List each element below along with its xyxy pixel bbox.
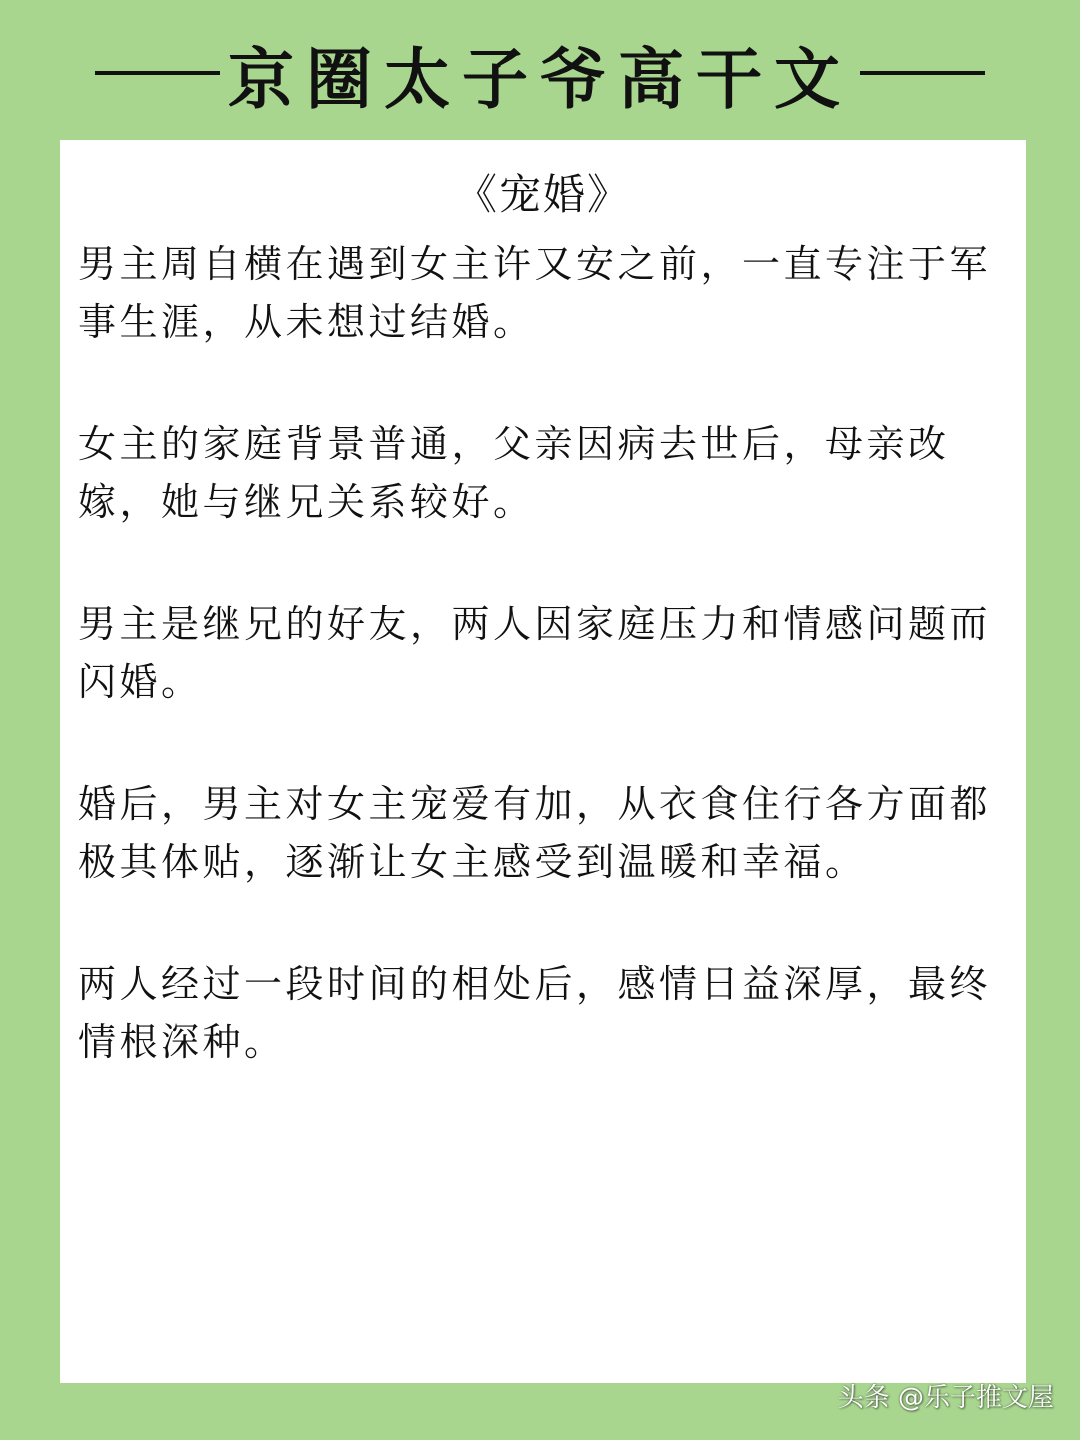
- page-header: [0, 28, 1080, 118]
- book-title: 《宠婚》: [454, 170, 631, 219]
- paragraph: 男主周自横在遇到女主许又安之前，一直专注于军事生涯，从未想过结婚。: [78, 242, 992, 344]
- paragraph: 女主的家庭背景普通，父亲因病去世后，母亲改嫁，她与继兄关系较好。: [78, 422, 950, 524]
- header-right-dash: [860, 71, 985, 75]
- content-card: [60, 140, 1026, 1383]
- page-title: 京圈太子爷高干文: [228, 39, 852, 118]
- watermark: 头条 @乐子推文屋: [837, 1383, 1054, 1413]
- paragraph: 两人经过一段时间的相处后，感情日益深厚，最终情根深种。: [78, 962, 992, 1064]
- paragraph: 婚后，男主对女主宠爱有加，从衣食住行各方面都极其体贴，逐渐让女主感受到温暖和幸福。: [78, 782, 992, 884]
- header-left-dash: [95, 71, 220, 75]
- paragraph: 男主是继兄的好友，两人因家庭压力和情感问题而闪婚。: [78, 602, 992, 704]
- synopsis: [78, 235, 1008, 1135]
